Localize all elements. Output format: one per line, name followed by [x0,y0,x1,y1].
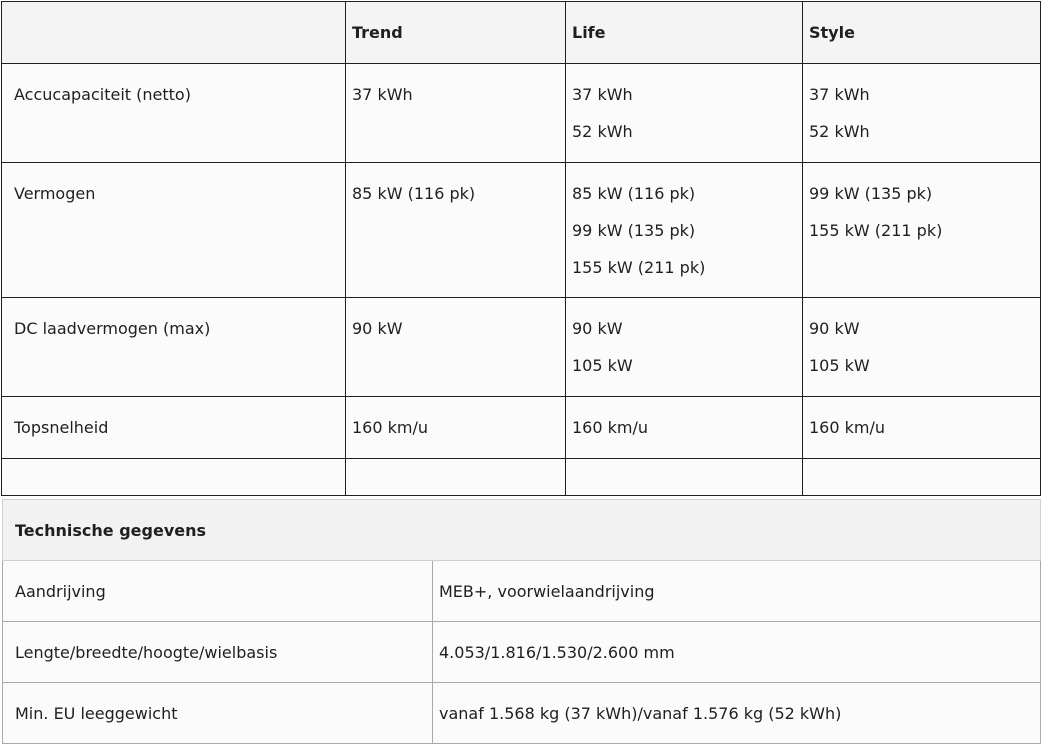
empty-cell [2,459,346,496]
technical-data-header [3,500,1041,561]
table-row [2,64,1041,163]
trend-cell: 37 kWh [346,64,566,163]
life-cell: 85 kW (116 pk) 99 kW (135 pk) 155 kW (211 pk) [566,163,803,298]
row-label: DC laadvermogen (max) [2,298,346,397]
technical-data-table [2,499,1041,744]
table-row [3,683,1041,744]
section-title: Technische gegevens [3,500,1041,561]
header-trend: Trend [346,2,566,64]
style-cell: 37 kWh 52 kWh [803,64,1041,163]
empty-cell [566,459,803,496]
spec-value: 4.053/1.816/1.530/2.600 mm [433,622,1041,683]
variants-table [1,1,1041,496]
header-style: Style [803,2,1041,64]
life-cell: 90 kW 105 kW [566,298,803,397]
empty-row [2,459,1041,496]
empty-cell [803,459,1041,496]
trend-cell: 90 kW [346,298,566,397]
row-label: Vermogen [2,163,346,298]
table-row [2,397,1041,459]
spec-label: Lengte/breedte/hoogte/wielbasis [3,622,433,683]
row-label: Topsnelheid [2,397,346,459]
style-cell: 99 kW (135 pk) 155 kW (211 pk) [803,163,1041,298]
life-cell: 160 km/u [566,397,803,459]
spec-label: Aandrijving [3,561,433,622]
style-cell: 160 km/u [803,397,1041,459]
spec-value: MEB+, voorwielaandrijving [433,561,1041,622]
table-row [2,163,1041,298]
table-row [3,622,1041,683]
row-label: Accucapaciteit (netto) [2,64,346,163]
empty-cell [346,459,566,496]
table-row [2,298,1041,397]
trend-cell: 85 kW (116 pk) [346,163,566,298]
table-row [3,561,1041,622]
spec-label: Min. EU leeggewicht [3,683,433,744]
style-cell: 90 kW 105 kW [803,298,1041,397]
spec-value: vanaf 1.568 kg (37 kWh)/vanaf 1.576 kg (52 kWh) [433,683,1041,744]
trend-cell: 160 km/u [346,397,566,459]
table-header-row [2,2,1041,64]
life-cell: 37 kWh 52 kWh [566,64,803,163]
header-empty-cell [2,2,346,64]
header-life: Life [566,2,803,64]
